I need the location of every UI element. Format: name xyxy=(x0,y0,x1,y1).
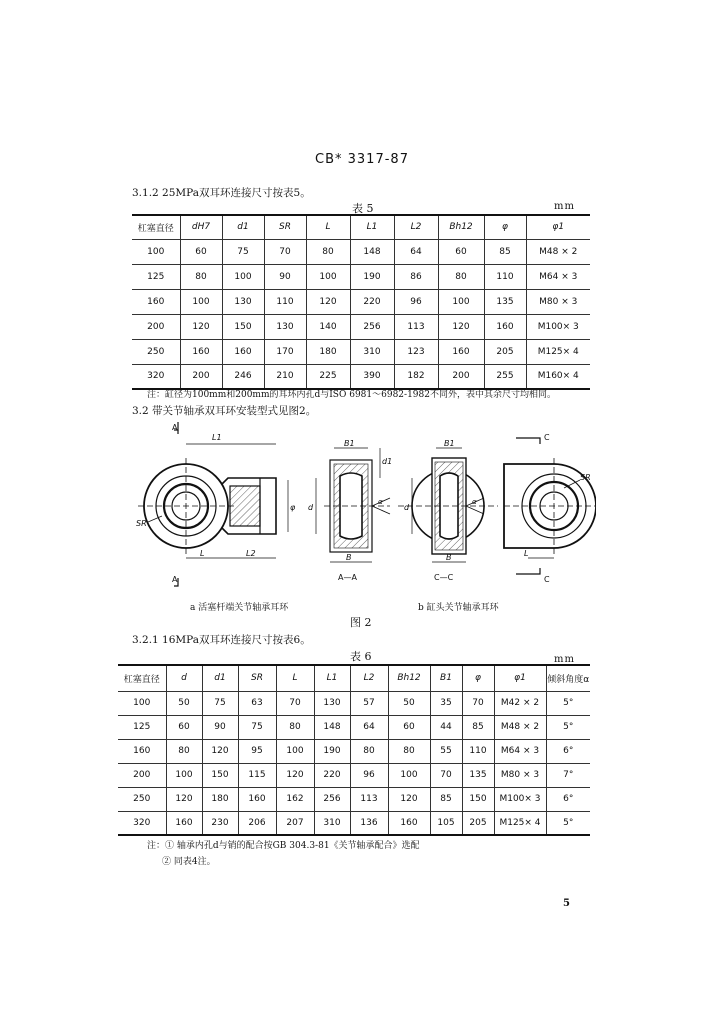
table5-cell: 120 xyxy=(438,314,484,339)
table6-header: B1 xyxy=(430,665,462,691)
table5-header: dH7 xyxy=(180,215,222,239)
label-C-top: C xyxy=(544,433,550,442)
table5-cell: 250 xyxy=(132,339,180,364)
table6-cell: 100 xyxy=(166,763,202,787)
table5-cell: 130 xyxy=(264,314,306,339)
table6-cell: 90 xyxy=(202,715,238,739)
figure2-title: 图 2 xyxy=(350,616,372,629)
table6-cell: 95 xyxy=(238,739,276,763)
label-C-bottom: C xyxy=(544,575,550,584)
table5-cell: 100 xyxy=(306,264,350,289)
table5-cell: 225 xyxy=(306,364,350,389)
table6-cell: 5° xyxy=(546,715,590,739)
table5-cell: 100 xyxy=(222,264,264,289)
table6-cell: 113 xyxy=(350,787,388,811)
table6-cell: M42 × 2 xyxy=(494,691,546,715)
label-A-A: A—A xyxy=(338,573,357,582)
table5-cell: 110 xyxy=(484,264,526,289)
table5-cell: 160 xyxy=(180,339,222,364)
table6-cell: 6° xyxy=(546,739,590,763)
table5-cell: 180 xyxy=(306,339,350,364)
table5-cell: 160 xyxy=(484,314,526,339)
table6-cell: 55 xyxy=(430,739,462,763)
table6-header: d xyxy=(166,665,202,691)
head-eye-drawing xyxy=(504,438,596,574)
table6-header: φ xyxy=(462,665,494,691)
table6-cell: 5° xyxy=(546,811,590,835)
table6-cell: 120 xyxy=(388,787,430,811)
table5-cell: 182 xyxy=(394,364,438,389)
section-3-2: 3.2 带关节轴承双耳环安装型式见图2。 xyxy=(132,405,317,417)
table5-cell: 310 xyxy=(350,339,394,364)
table6-cell: 50 xyxy=(166,691,202,715)
label-B1-left: B1 xyxy=(344,439,355,448)
table5-cell: 80 xyxy=(438,264,484,289)
table6-cell: 60 xyxy=(166,715,202,739)
label-d-left: d xyxy=(308,503,314,512)
table6-cell: 256 xyxy=(314,787,350,811)
table6-cell: M100× 3 xyxy=(494,787,546,811)
table6-header: 杠塞直径 xyxy=(118,665,166,691)
table5-cell: 390 xyxy=(350,364,394,389)
table5-cell: 170 xyxy=(264,339,306,364)
table5-cell: 70 xyxy=(264,239,306,264)
table5-note: 注：缸径为100mm和200mm的耳环内孔d与ISO 6981～6982-1982不同外，表中其余尺寸均相同。 xyxy=(147,390,556,400)
table5-cell: 100 xyxy=(180,289,222,314)
table5-cell: 75 xyxy=(222,239,264,264)
table5-cell: 210 xyxy=(264,364,306,389)
table6-header: φ1 xyxy=(494,665,546,691)
table-row xyxy=(118,811,590,835)
table5-header: Bh12 xyxy=(438,215,484,239)
table6-cell: 75 xyxy=(238,715,276,739)
table6-cell: 35 xyxy=(430,691,462,715)
table6-cell: 320 xyxy=(118,811,166,835)
table6-cell: 100 xyxy=(388,763,430,787)
table5-cell: 60 xyxy=(438,239,484,264)
table5-cell: 150 xyxy=(222,314,264,339)
table5 xyxy=(132,214,590,390)
table6-cell: 125 xyxy=(118,715,166,739)
table5-cell: 60 xyxy=(180,239,222,264)
table5-header: SR xyxy=(264,215,306,239)
table6-cell: 162 xyxy=(276,787,314,811)
table5-header: φ1 xyxy=(526,215,590,239)
table5-cell: M80 × 3 xyxy=(526,289,590,314)
table6-cell: 120 xyxy=(166,787,202,811)
table5-header: L1 xyxy=(350,215,394,239)
table6-cell: 230 xyxy=(202,811,238,835)
table5-cell: 255 xyxy=(484,364,526,389)
table6-cell: M125× 4 xyxy=(494,811,546,835)
table6-cell: 190 xyxy=(314,739,350,763)
table6-cell: 70 xyxy=(276,691,314,715)
table5-cell: 135 xyxy=(484,289,526,314)
table6-cell: 110 xyxy=(462,739,494,763)
rod-end-eye-drawing xyxy=(138,422,288,586)
table5-cell: 160 xyxy=(132,289,180,314)
table5-cell: 140 xyxy=(306,314,350,339)
table-row xyxy=(132,264,590,289)
table5-cell: 86 xyxy=(394,264,438,289)
table6-header: L1 xyxy=(314,665,350,691)
table5-cell: 110 xyxy=(264,289,306,314)
table6-cell: 206 xyxy=(238,811,276,835)
label-alpha-left: α xyxy=(378,498,383,506)
label-d-right: d xyxy=(404,503,410,512)
table5-header: L2 xyxy=(394,215,438,239)
document-header: CB* 3317-87 xyxy=(315,152,409,167)
table6-header-row xyxy=(118,665,590,691)
label-B-left: B xyxy=(346,553,352,562)
table6-cell: 96 xyxy=(350,763,388,787)
table5-cell: 160 xyxy=(222,339,264,364)
label-alpha-right: α xyxy=(472,498,477,506)
table6 xyxy=(118,664,590,836)
table6-cell: 80 xyxy=(166,739,202,763)
table6-cell: 70 xyxy=(430,763,462,787)
table-row xyxy=(118,763,590,787)
table6-cell: 160 xyxy=(166,811,202,835)
table5-unit: mm xyxy=(554,201,575,212)
table6-cell: 70 xyxy=(462,691,494,715)
table6-cell: 150 xyxy=(202,763,238,787)
label-d1: d1 xyxy=(382,457,393,466)
table6-cell: 130 xyxy=(314,691,350,715)
table6-cell: 75 xyxy=(202,691,238,715)
table5-header-row xyxy=(132,215,590,239)
table6-cell: 85 xyxy=(462,715,494,739)
table6-header: L2 xyxy=(350,665,388,691)
table5-cell: 90 xyxy=(264,264,306,289)
table6-unit: mm xyxy=(554,654,575,665)
table6-cell: 80 xyxy=(350,739,388,763)
table5-cell: M160× 4 xyxy=(526,364,590,389)
table6-cell: 6° xyxy=(546,787,590,811)
label-phi: φ xyxy=(290,503,296,512)
table5-cell: 64 xyxy=(394,239,438,264)
table6-note-2: ② 同表4注。 xyxy=(162,857,216,867)
table6-cell: 150 xyxy=(462,787,494,811)
table-row xyxy=(118,739,590,763)
table5-cell: M48 × 2 xyxy=(526,239,590,264)
table6-cell: 200 xyxy=(118,763,166,787)
table-row xyxy=(132,314,590,339)
table5-cell: 320 xyxy=(132,364,180,389)
label-SR-left: SR xyxy=(136,519,147,528)
table6-cell: 115 xyxy=(238,763,276,787)
table6-cell: 207 xyxy=(276,811,314,835)
table5-cell: 130 xyxy=(222,289,264,314)
table5-cell: 96 xyxy=(394,289,438,314)
label-L2: L2 xyxy=(246,549,256,558)
table6-cell: 148 xyxy=(314,715,350,739)
table5-cell: 120 xyxy=(306,289,350,314)
table5-cell: 205 xyxy=(484,339,526,364)
table6-cell: 100 xyxy=(118,691,166,715)
table-row xyxy=(118,787,590,811)
table6-cell: 57 xyxy=(350,691,388,715)
table5-cell: 190 xyxy=(350,264,394,289)
table6-cell: 250 xyxy=(118,787,166,811)
table5-cell: 200 xyxy=(438,364,484,389)
label-L-right: L xyxy=(524,549,529,558)
label-L1: L1 xyxy=(212,433,222,442)
table5-cell: 220 xyxy=(350,289,394,314)
table6-caption: 表 6 xyxy=(350,650,372,663)
table5-cell: M100× 3 xyxy=(526,314,590,339)
table5-cell: 113 xyxy=(394,314,438,339)
table6-cell: 85 xyxy=(430,787,462,811)
table5-cell: 100 xyxy=(132,239,180,264)
table5-cell: 256 xyxy=(350,314,394,339)
table-row xyxy=(118,691,590,715)
page-number: 5 xyxy=(563,898,570,909)
table-row xyxy=(132,364,590,389)
table5-cell: M64 × 3 xyxy=(526,264,590,289)
section-c-c-drawing xyxy=(398,448,498,562)
table5-cell: 100 xyxy=(438,289,484,314)
table6-cell: 50 xyxy=(388,691,430,715)
table6-cell: M80 × 3 xyxy=(494,763,546,787)
table5-cell: 120 xyxy=(180,314,222,339)
table5-cell: 123 xyxy=(394,339,438,364)
table6-cell: 205 xyxy=(462,811,494,835)
table6-cell: 136 xyxy=(350,811,388,835)
table6-cell: 105 xyxy=(430,811,462,835)
table5-header: 杠塞直径 xyxy=(132,215,180,239)
figure2-caption-a: a 活塞杆端关节轴承耳环 xyxy=(190,603,289,613)
table6-cell: M64 × 3 xyxy=(494,739,546,763)
table6-cell: 44 xyxy=(430,715,462,739)
table6-cell: 160 xyxy=(118,739,166,763)
table5-cell: 125 xyxy=(132,264,180,289)
table-row xyxy=(132,289,590,314)
table6-cell: 220 xyxy=(314,763,350,787)
label-A-top: A xyxy=(172,423,178,432)
table-row xyxy=(132,239,590,264)
table5-cell: 85 xyxy=(484,239,526,264)
table6-cell: 60 xyxy=(388,715,430,739)
label-SR-right: SR xyxy=(580,473,591,482)
table6-cell: 5° xyxy=(546,691,590,715)
table6-note-1: 注：① 轴承内孔d与销的配合按GB 304.3-81《关节轴承配合》选配 xyxy=(147,841,420,851)
table6-cell: 310 xyxy=(314,811,350,835)
table6-cell: 80 xyxy=(388,739,430,763)
table6-cell: 7° xyxy=(546,763,590,787)
label-B-right: B xyxy=(446,553,452,562)
table6-cell: 64 xyxy=(350,715,388,739)
table6-cell: M48 × 2 xyxy=(494,715,546,739)
table5-cell: 80 xyxy=(306,239,350,264)
label-L: L xyxy=(200,549,205,558)
table5-cell: M125× 4 xyxy=(526,339,590,364)
table-row xyxy=(132,339,590,364)
table6-header: Bh12 xyxy=(388,665,430,691)
table5-header: φ xyxy=(484,215,526,239)
table5-caption: 表 5 xyxy=(352,202,374,215)
table6-cell: 63 xyxy=(238,691,276,715)
table6-header: SR xyxy=(238,665,276,691)
table5-cell: 160 xyxy=(438,339,484,364)
table6-cell: 120 xyxy=(202,739,238,763)
table6-cell: 100 xyxy=(276,739,314,763)
section-3-2-1: 3.2.1 16MPa双耳环连接尺寸按表6。 xyxy=(132,634,311,646)
table6-cell: 160 xyxy=(388,811,430,835)
figure2-caption-b: b 缸头关节轴承耳环 xyxy=(418,603,499,613)
table6-header: L xyxy=(276,665,314,691)
table5-cell: 200 xyxy=(180,364,222,389)
table6-cell: 135 xyxy=(462,763,494,787)
table6-cell: 120 xyxy=(276,763,314,787)
table5-header: d1 xyxy=(222,215,264,239)
section-3-1-2: 3.1.2 25MPa双耳环连接尺寸按表5。 xyxy=(132,187,311,199)
table5-cell: 246 xyxy=(222,364,264,389)
table6-header: 倾斜角度α xyxy=(546,665,590,691)
table-row xyxy=(118,715,590,739)
table6-header: d1 xyxy=(202,665,238,691)
table5-cell: 200 xyxy=(132,314,180,339)
table6-cell: 160 xyxy=(238,787,276,811)
table6-cell: 180 xyxy=(202,787,238,811)
table5-header: L xyxy=(306,215,350,239)
table5-cell: 80 xyxy=(180,264,222,289)
label-C-C: C—C xyxy=(434,573,454,582)
label-A-bottom: A xyxy=(172,575,178,584)
table6-cell: 80 xyxy=(276,715,314,739)
label-B1-right: B1 xyxy=(444,439,455,448)
table5-cell: 148 xyxy=(350,239,394,264)
